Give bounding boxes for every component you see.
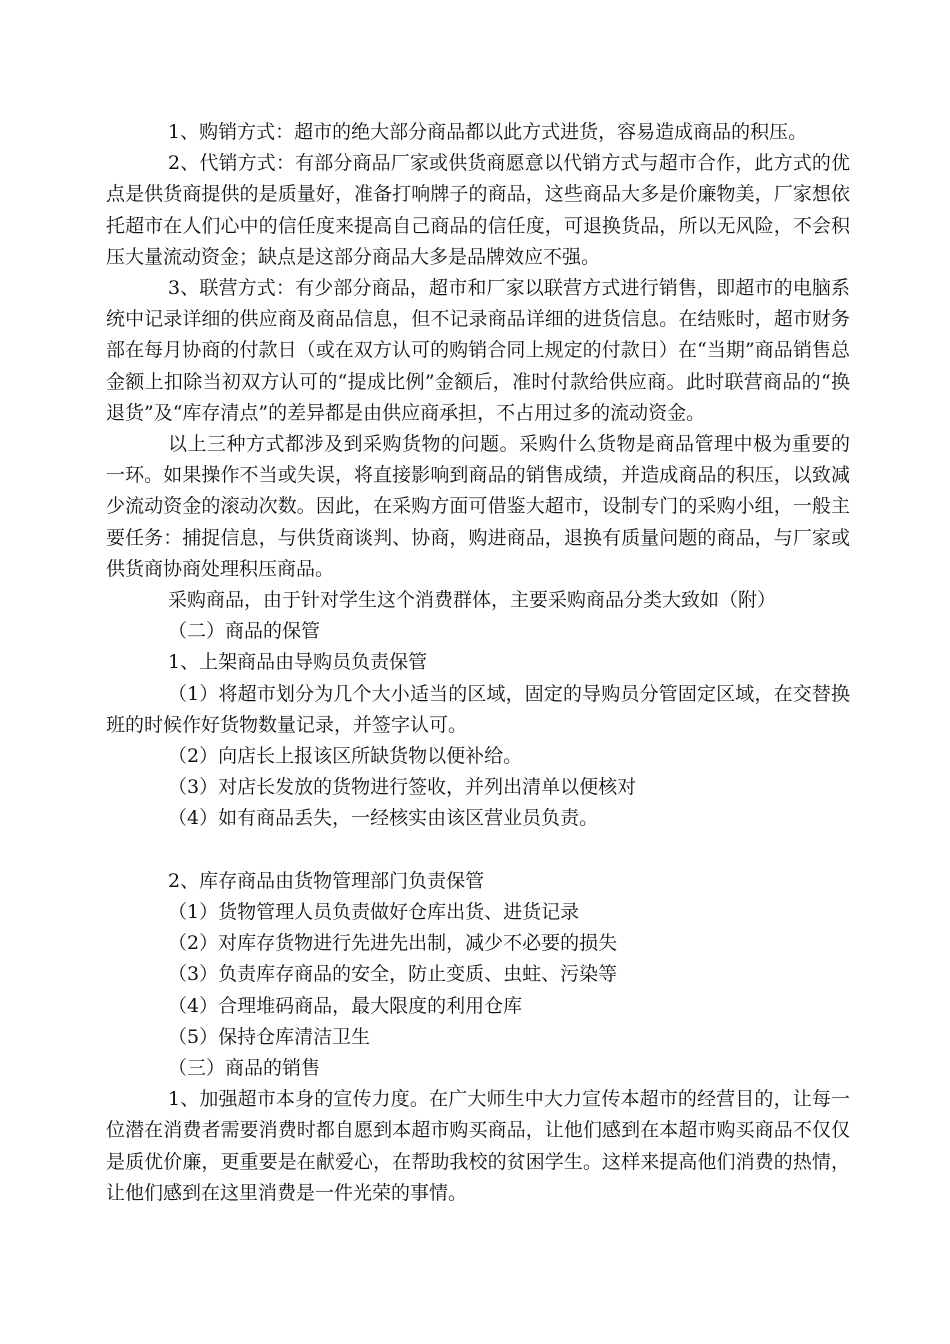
paragraph-purchase-sale: 1、购销方式：超市的绝大部分商品都以此方式进货，容易造成商品的积压。 (168, 121, 808, 143)
section-heading-storage: （二）商品的保管 (168, 620, 321, 643)
section-heading-sales: （三）商品的销售 (168, 1057, 321, 1080)
list-item-stock-2: （2）对库存货物进行先进先出制，减少不必要的损失 (168, 932, 618, 955)
list-item-shelf-3: （3）对店长发放的货物进行签收，并列出清单以便核对 (168, 776, 637, 799)
document-body (106, 117, 850, 1209)
list-item-stock-5: （5）保持仓库清洁卫生 (168, 1025, 371, 1048)
list-item-shelf-4: （4）如有商品丢失，一经核实由该区营业员负责。 (168, 807, 599, 830)
list-item-stock-1: （1）货物管理人员负责做好仓库出货、进货记录 (168, 901, 580, 924)
paragraph-sales-promotion: 1、加强超市本身的宣传力度。在广大师生中大力宣传本超市的经营目的，让每一位潜在消费者需要消费时都自愿到本超市购买商品，让他们感到在本超市购买商品不仅仅是质优价廉，更重要是在献爱心，在帮助我校的贫困学生。这样来提高他们消费的热情，让他们感到在这里消费是一件光荣的事情。 (106, 1088, 850, 1204)
subheading-stock-goods: 2、库存商品由货物管理部门负责保管 (168, 869, 485, 892)
blank-line (106, 835, 850, 866)
list-item-shelf-2: （2）向店长上报该区所缺货物以便补给。 (168, 745, 523, 768)
subheading-shelf-goods: 1、上架商品由导购员负责保管 (168, 651, 428, 674)
list-item-stock-3: （3）负责库存商品的安全，防止变质、虫蛀、污染等 (168, 963, 618, 986)
paragraph-procurement-summary: 以上三种方式都涉及到采购货物的问题。采购什么货物是商品管理中极为重要的一环。如果操作不当或失误，将直接影响到商品的销售成绩，并造成商品的积压，以致减少流动资金的滚动次数。因此，在采购方面可借鉴大超市，设制专门的采购小组，一般主要任务：捕捉信息，与供货商谈判、协商，购进商品，退换有质量问题的商品，与厂家或供货商协商处理积压商品。 (106, 433, 850, 580)
paragraph-procurement-categories: 采购商品，由于针对学生这个消费群体，主要采购商品分类大致如（附） (168, 589, 777, 612)
paragraph-joint-operation: 3、联营方式：有少部分商品，超市和厂家以联营方式进行销售，即超市的电脑系统中记录详细的供应商及商品信息，但不记录商品详细的进货信息。在结账时，超市财务部在每月协商的付款日（或在双方认可的购销合同上规定的付款日）在“当期”商品销售总金额上扣除当初双方认可的“提成比例”金额后，准时付款给供应商。此时联营商品的“换退货”及“库存清点”的差异都是由供应商承担，不占用过多的流动资金。 (106, 277, 850, 424)
paragraph-consignment: 2、代销方式：有部分商品厂家或供货商愿意以代销方式与超市合作，此方式的优点是供货商提供的是质量好，准备打响牌子的商品，这些商品大多是价廉物美，厂家想依托超市在人们心中的信任度来提高自己商品的信任度，可退换货品，所以无风险，不会积压大量流动资金；缺点是这部分商品大多是品牌效应不强。 (106, 152, 850, 268)
list-item-shelf-1: （1）将超市划分为几个大小适当的区域，固定的导购员分管固定区域，在交替换班的时候作好货物数量记录，并签字认可。 (106, 682, 850, 736)
list-item-stock-4: （4）合理堆码商品，最大限度的利用仓库 (168, 994, 523, 1017)
